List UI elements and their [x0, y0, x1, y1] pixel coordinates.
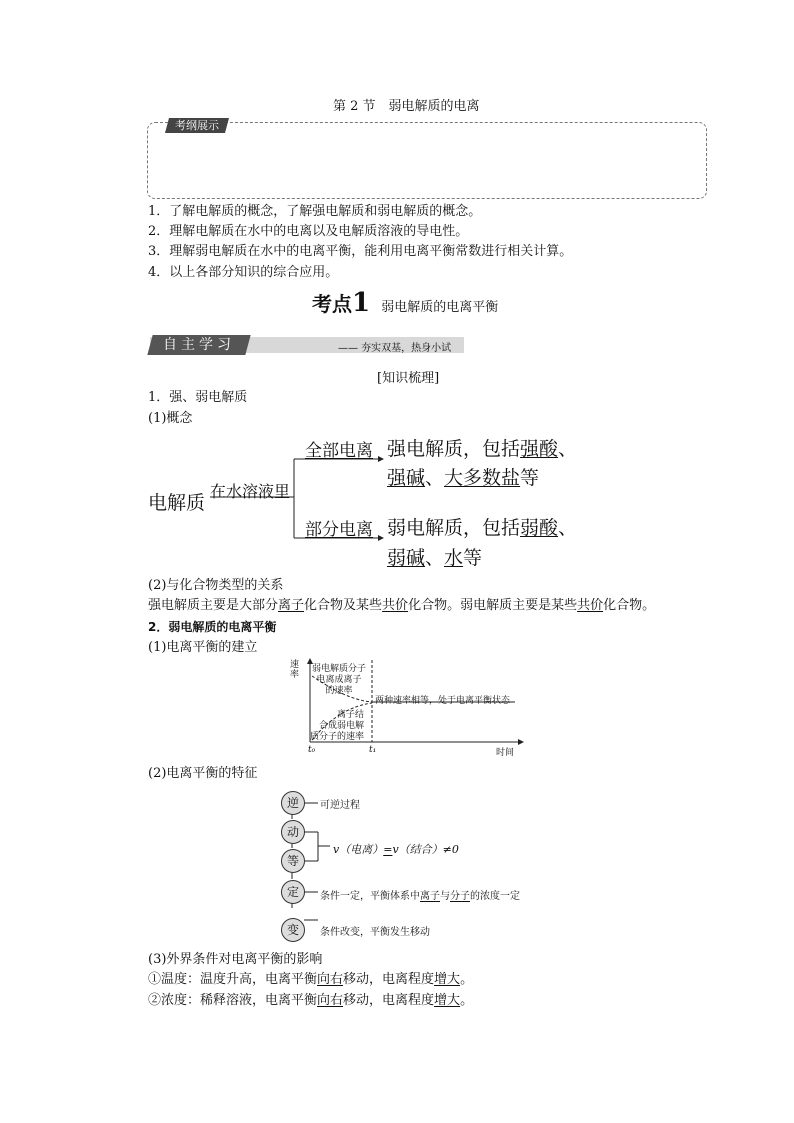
diagram-upper-line2	[387, 463, 539, 490]
text: 强电解质主要是大部分	[148, 598, 279, 613]
answer-weak-acid: 弱酸	[520, 517, 559, 539]
kaodian-title: 弱电解质的电离平衡	[381, 300, 499, 315]
answer-salts: 大多数盐	[444, 467, 521, 489]
text: 、	[425, 547, 445, 569]
temperature-effect	[148, 972, 473, 988]
text: v（电离）	[333, 843, 384, 856]
text: 强电解质，包括	[387, 438, 521, 460]
answer-strong-acid: 强酸	[520, 438, 559, 460]
diagram-root: 电解质	[148, 492, 206, 514]
diagram-lower-line1	[387, 513, 577, 540]
feature-bian-circle: 变	[281, 918, 305, 942]
answer-covalent: 共价	[382, 598, 409, 613]
text: 。	[460, 972, 474, 987]
answer-covalent: 共价	[577, 598, 604, 613]
feature-deng-equation	[333, 841, 459, 857]
label-line: 合成弱电解	[319, 721, 365, 731]
graph-y-label: 速率	[290, 660, 300, 680]
diagram-upper-line1	[387, 434, 577, 461]
text: 弱电解质，包括	[387, 517, 521, 539]
text: ①温度：温度升高，电离平衡	[148, 972, 318, 987]
answer-increase: 增大	[434, 993, 461, 1008]
feature-ding-text	[320, 887, 520, 902]
text: 、	[425, 467, 445, 489]
text: 化合物及某些	[304, 598, 383, 613]
graph-upper-label	[312, 664, 366, 697]
text: 化合物。	[603, 598, 656, 613]
study-bar-subtitle: —— 夯实双基，热身小试	[338, 343, 452, 354]
graph-t0: t₀	[308, 745, 316, 755]
kaodian-label: 考点	[312, 292, 352, 316]
answer-right: 向右	[317, 972, 344, 987]
diagram-condition: 在水溶液里	[210, 482, 291, 501]
feature-deng-circle: 等	[281, 849, 305, 873]
section-heading: 1．强、弱电解质	[148, 390, 248, 405]
relation-text	[148, 598, 655, 614]
graph-lower-label	[310, 710, 364, 743]
arrowhead-icon	[378, 535, 384, 541]
answer-weak-base: 弱碱	[387, 547, 426, 569]
subsection-heading: (2)电离平衡的特征	[148, 766, 258, 781]
feature-ni-circle: 逆	[281, 791, 305, 815]
arrowhead-icon	[518, 739, 524, 745]
label-line: 弱电解质分子	[312, 664, 367, 674]
text: 等	[520, 467, 540, 489]
concentration-effect	[148, 993, 473, 1009]
answer-equal: =	[383, 843, 393, 856]
kaodian-num: 1	[352, 288, 371, 318]
text: 、	[558, 438, 578, 460]
label-line: 电离成离子	[316, 675, 362, 685]
graph-t1: t₁	[369, 745, 377, 755]
label-line: 离子结	[337, 710, 365, 720]
text: 化合物。弱电解质主要是某些	[408, 598, 578, 613]
diagram-upper-branch: 全部电离	[305, 441, 373, 461]
text: v（结合）≠0	[392, 843, 459, 856]
answer-strong-base: 强碱	[387, 467, 426, 489]
text: 的浓度一定	[470, 891, 520, 902]
text: 条件一定，平衡体系中	[320, 891, 420, 902]
objective-item: 3．理解弱电解质在水中的电离平衡，能利用电离平衡常数进行相关计算。	[148, 244, 573, 259]
feature-ding-circle: 定	[281, 880, 305, 904]
label-line: 质分子的速率	[310, 732, 365, 742]
outline-box	[147, 122, 707, 199]
text: ②浓度：稀释溶液，电离平衡	[148, 993, 318, 1008]
answer-increase: 增大	[434, 972, 461, 987]
feature-bian-text: 条件改变，平衡发生移动	[320, 927, 430, 938]
text: 移动，电离程度	[343, 993, 435, 1008]
feature-dong-circle: 动	[281, 820, 305, 844]
subsection-heading: (2)与化合物类型的关系	[148, 578, 284, 593]
graph-x-label: 时间	[496, 748, 515, 758]
text: 等	[463, 547, 483, 569]
study-bar-label: 自主学习	[147, 335, 250, 355]
outline-tag: 考纲展示	[165, 118, 229, 133]
subsection-heading: (1)概念	[148, 411, 193, 426]
subsection-heading: (1)电离平衡的建立	[148, 640, 258, 655]
subsection-heading: (3)外界条件对电离平衡的影响	[148, 952, 323, 967]
page-title: 第 2 节 弱电解质的电离	[333, 99, 480, 114]
label-line: 的速率	[325, 686, 353, 696]
answer-right: 向右	[317, 993, 344, 1008]
objective-item: 4．以上各部分知识的综合应用。	[148, 265, 339, 280]
kaodian-heading	[312, 288, 498, 318]
feature-ni-text: 可逆过程	[320, 800, 360, 811]
text: 。	[460, 993, 474, 1008]
objective-item: 2．理解电解质在水中的电离以及电解质溶液的导电性。	[148, 224, 469, 239]
section-heading: 2．弱电解质的电离平衡	[148, 620, 277, 634]
answer-ionic: 离子	[278, 598, 305, 613]
text: 与	[440, 891, 450, 902]
graph-equal-note: 两种速率相等，处于电离平衡状态	[375, 696, 511, 706]
diagram-lower-line2	[387, 543, 482, 570]
answer-ion: 离子	[420, 891, 440, 902]
diagram-lower-branch: 部分电离	[305, 520, 373, 540]
text: 移动，电离程度	[343, 972, 435, 987]
knowledge-heading: [知识梳理]	[377, 371, 440, 386]
arrowhead-icon	[378, 456, 384, 462]
text: 、	[558, 517, 578, 539]
objective-item: 1．了解电解质的概念，了解强电解质和弱电解质的概念。	[148, 204, 482, 219]
answer-water: 水	[444, 547, 464, 569]
answer-molecule: 分子	[450, 891, 470, 902]
